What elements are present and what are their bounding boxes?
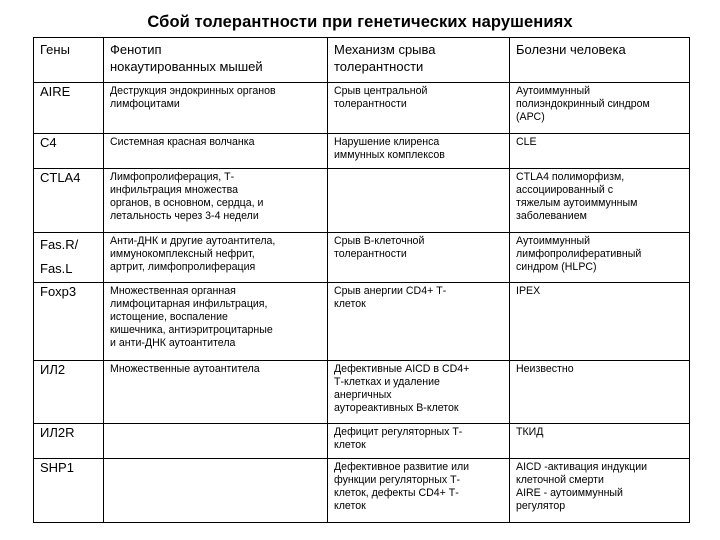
table-row [34,459,690,523]
mechanism-cell: Нарушение клиренса иммунных комплексов [328,134,510,169]
header-mechanism: Механизм срыва толерантности [328,38,510,83]
gene-cell: CTLA4 [34,169,104,233]
header-disease: Болезни человека [510,38,690,83]
phenotype-cell: Системная красная волчанка [104,134,328,169]
page-title: Сбой толерантности при генетических нарушениях [147,13,573,31]
table-row [34,83,690,134]
mechanism-cell: Срыв В-клеточной толерантности [328,233,510,283]
phenotype-cell: Множественная органная лимфоцитарная инфильтрация, истощение, воспаление кишечника, антиэритроцитарные и анти-ДНК аутоантитела [104,283,328,361]
mechanism-cell: Срыв центральной толерантности [328,83,510,134]
disease-cell: Аутоиммунный лимфопролиферативный синдром (HLPC) [510,233,690,283]
table-row [34,233,690,283]
disease-cell: Неизвестно [510,361,690,424]
gene-cell: Fas.R/ Fas.L [34,233,104,283]
table-row [34,169,690,233]
mechanism-cell: Срыв анергии CD4+ Т- клеток [328,283,510,361]
disease-cell: ТКИД [510,424,690,459]
disease-cell: IPEX [510,283,690,361]
table-header-row [34,38,690,83]
header-phenotype: Фенотип нокаутированных мышей [104,38,328,83]
gene-cell: Foxp3 [34,283,104,361]
phenotype-cell: Множественные аутоантитела [104,361,328,424]
phenotype-cell [104,459,328,523]
phenotype-cell: Деструкция эндокринных органов лимфоцитами [104,83,328,134]
disease-cell: Аутоиммунный полиэндокринный синдром (АРС) [510,83,690,134]
gene-cell: AIRE [34,83,104,134]
table-row [34,424,690,459]
disease-cell: CTLA4 полиморфизм, ассоциированный с тяжелым аутоиммунным заболеванием [510,169,690,233]
table-row [34,134,690,169]
mechanism-cell: Дефективные AICD в CD4+ Т-клетках и удаление анергичных аутореактивных В-клеток [328,361,510,424]
gene-cell: ИЛ2R [34,424,104,459]
gene-cell: ИЛ2 [34,361,104,424]
disease-cell: AICD -активация индукции клеточной смерти AIRE - аутоиммунный регулятор [510,459,690,523]
mechanism-cell: Дефективное развитие или функции регуляторных Т- клеток, дефекты CD4+ Т- клеток [328,459,510,523]
gene-cell: SHP1 [34,459,104,523]
mechanism-cell: Дефицит регуляторных Т- клеток [328,424,510,459]
mechanism-cell [328,169,510,233]
header-genes: Гены [34,38,104,83]
phenotype-cell [104,424,328,459]
table-row [34,283,690,361]
phenotype-cell: Лимфопролиферация, Т- инфильтрация множества органов, в основном, сердца, и летальность через 3-4 недели [104,169,328,233]
table-row [34,361,690,424]
gene-cell: С4 [34,134,104,169]
disease-cell: CLE [510,134,690,169]
phenotype-cell: Анти-ДНК и другие аутоантитела, иммунокомплексный нефрит, артрит, лимфопролиферация [104,233,328,283]
genetic-disorders-table [33,37,690,523]
